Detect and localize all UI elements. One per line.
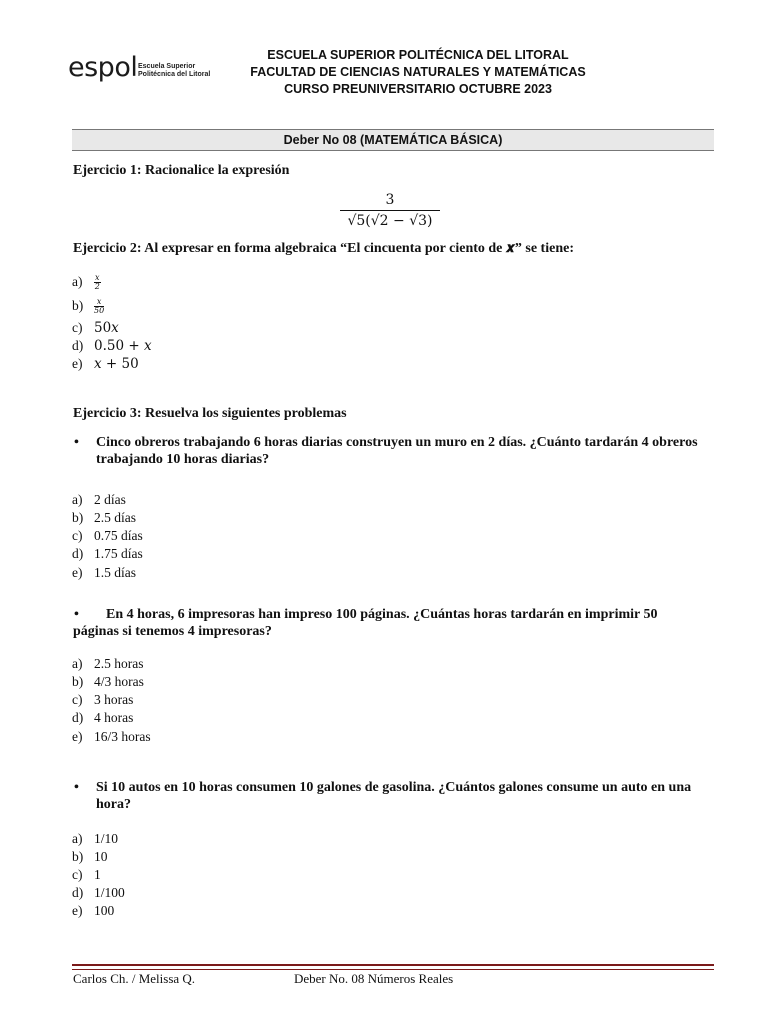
exercise-3-prompt: Ejercicio 3: Resuelva los siguientes problemas <box>73 406 347 421</box>
option-label: d) <box>72 338 84 353</box>
ex2-option-b <box>72 298 104 315</box>
ex2-option-a <box>72 274 101 291</box>
problem-3-bullet: • <box>74 780 79 795</box>
option-label: b) <box>72 298 84 313</box>
logo-word: espol <box>68 52 138 83</box>
expression-denominator: √5(√2 − √3) <box>347 213 433 229</box>
option-label: a) <box>72 274 83 289</box>
p1-option-c: c) 0.75 días <box>72 528 143 543</box>
exercise-1-prompt: Ejercicio 1: Racionalice la expresión <box>73 163 290 178</box>
exercise-1-expression <box>330 192 450 229</box>
option-text: 𝑥 + 50 <box>94 356 139 372</box>
problem-2-text-line1: En 4 horas, 6 impresoras han impreso 100 páginas. ¿Cuántas horas tardarán en imprimir 50 <box>106 607 658 622</box>
exercise-2-prompt: Ejercicio 2: Al expresar en forma algebraica “El cincuenta por ciento de 𝒙” se tiene: <box>73 241 574 256</box>
problem-1-text: Cinco obreros trabajando 6 horas diarias construyen un muro en 2 días. ¿Cuánto tardarán 4 obreros trabajando 10 horas diarias? <box>96 435 698 467</box>
p1-option-b: b) 2.5 días <box>72 510 136 525</box>
fraction-x-over-2: $\frac{x}{2}$ <box>94 273 100 292</box>
problem-2-bullet: • <box>74 607 79 622</box>
p2-option-b: b) 4/3 horas <box>72 674 144 689</box>
p1-option-e: e) 1.5 días <box>72 565 136 580</box>
p2-option-d: d) 4 horas <box>72 710 134 725</box>
assignment-title: Deber No 08 (MATEMÁTICA BÁSICA) <box>283 133 503 147</box>
logo-subtitle-line2: Politécnica del Litoral <box>138 71 211 78</box>
ex2-option-d <box>72 338 152 354</box>
p3-option-e: e) 100 <box>72 903 115 918</box>
p3-option-b: b) 10 <box>72 849 108 864</box>
p2-option-a: a) 2.5 horas <box>72 656 144 671</box>
option-label: c) <box>72 320 83 335</box>
expression-numerator: 3 <box>385 192 395 208</box>
header-course: CURSO PREUNIVERSITARIO OCTUBRE 2023 <box>284 82 552 96</box>
footer-authors: Carlos Ch. / Melissa Q. <box>73 971 196 986</box>
p2-option-c: c) 3 horas <box>72 692 134 707</box>
p3-option-d: d) 1/100 <box>72 885 125 900</box>
problem-1-bullet: • <box>74 435 79 450</box>
footer-rule-thin <box>72 969 714 970</box>
fraction-x-over-50: $\frac{x}{50}$ <box>94 297 105 316</box>
ex2-option-e <box>72 356 139 372</box>
p3-option-c: c) 1 <box>72 867 101 882</box>
option-label: e) <box>72 356 83 371</box>
footer-rule-thick <box>72 964 714 966</box>
option-text: 50𝑥 <box>94 320 119 336</box>
header-faculty: FACULTAD DE CIENCIAS NATURALES Y MATEMÁTICAS <box>250 65 586 79</box>
p1-option-a: a) 2 días <box>72 492 126 507</box>
p3-option-a: a) 1/10 <box>72 831 119 846</box>
ex2-option-c <box>72 320 119 336</box>
option-text: 0.50 + 𝑥 <box>94 338 152 354</box>
header-school: ESCUELA SUPERIOR POLITÉCNICA DEL LITORAL <box>267 48 569 62</box>
p2-option-e: e) 16/3 horas <box>72 729 151 744</box>
logo-subtitle-line1: Escuela Superior <box>138 63 196 70</box>
p1-option-d: d) 1.75 días <box>72 546 143 561</box>
title-bar <box>72 129 714 151</box>
footer-document: Deber No. 08 Números Reales <box>294 971 454 986</box>
problem-2-text-line2: páginas si tenemos 4 impresoras? <box>73 624 272 639</box>
problem-3-text: Si 10 autos en 10 horas consumen 10 galones de gasolina. ¿Cuántos galones consume un auto en una hora? <box>96 780 692 812</box>
